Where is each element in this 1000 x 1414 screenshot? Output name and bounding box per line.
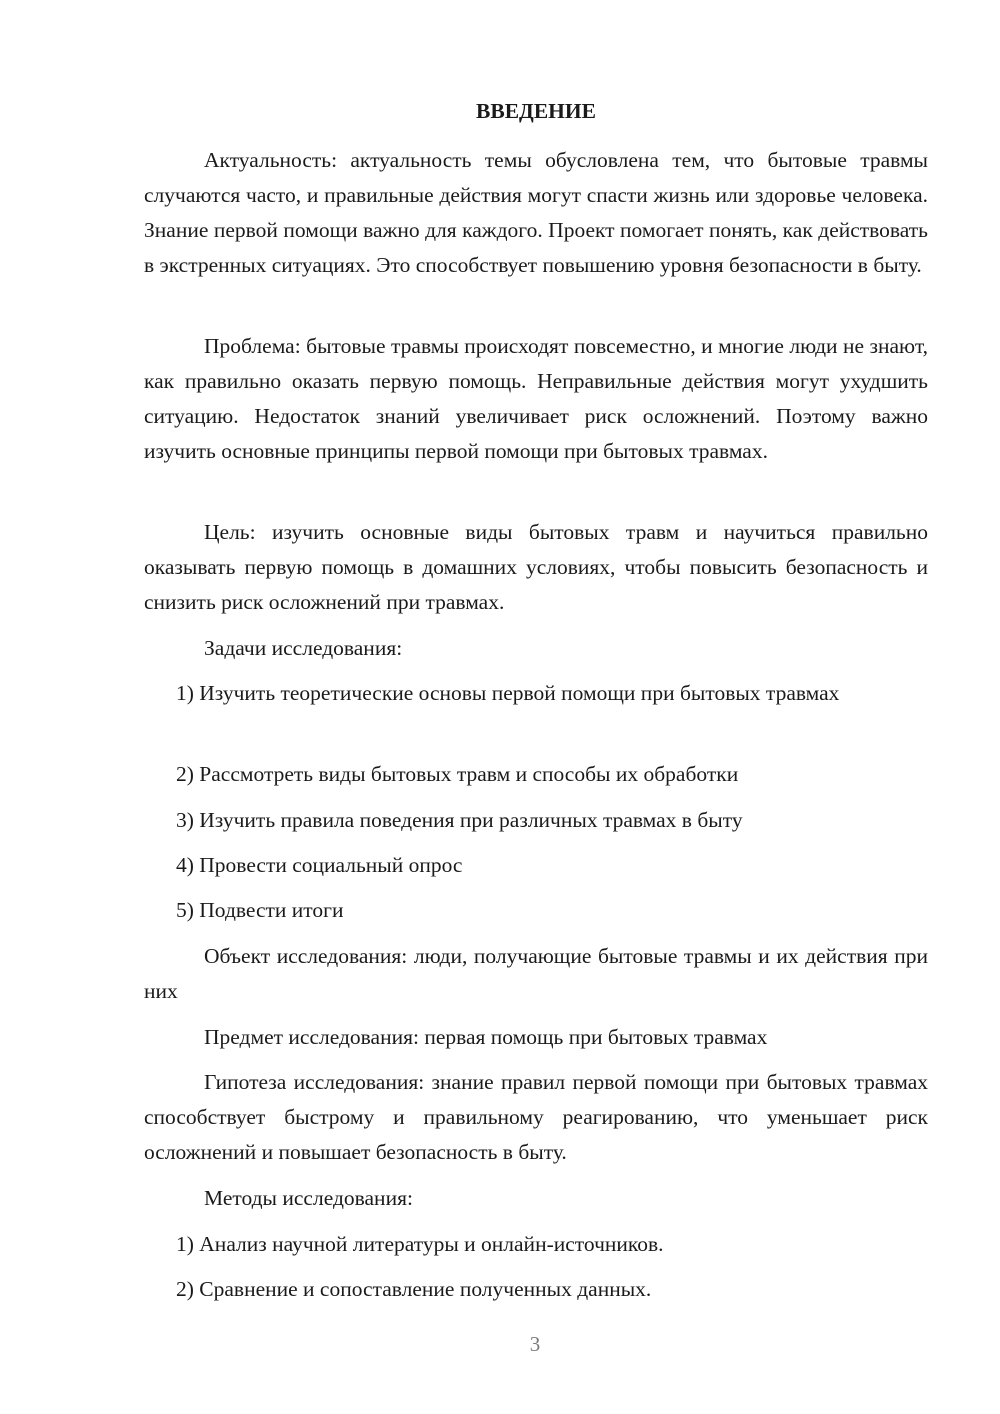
page-title: ВВЕДЕНИЕ (476, 99, 596, 123)
method-item-2: 2) Сравнение и сопоставление полученных данных. (176, 1277, 652, 1301)
task-item-3: 3) Изучить правила поведения при различных травмах в быту (176, 808, 743, 832)
tasks-heading-block (144, 631, 928, 666)
object-paragraph: Объект исследования: люди, получающие бытовые травмы и их действия при них (144, 944, 928, 1003)
task-5-block (144, 893, 928, 928)
method-1-block (144, 1227, 928, 1262)
task-2-block (144, 757, 928, 792)
methods-heading-block (144, 1181, 928, 1216)
hypothesis-paragraph-block (144, 1065, 928, 1170)
task-3-block (144, 803, 928, 838)
object-paragraph-block (144, 939, 928, 1009)
goal-paragraph: Цель: изучить основные виды бытовых травм и научиться правильно оказывать первую помощь в домашних условиях, чтобы повысить безопасность и снизить риск осложнений при травмах. (144, 520, 928, 614)
task-4-block (144, 848, 928, 883)
task-1-block (144, 676, 928, 711)
relevance-paragraph: Актуальность: актуальность темы обусловлена тем, что бытовые травмы случаются часто, и правильные действия могут спасти жизнь или здоровье человека. Знание первой помощи важно для каждого. Проект помогает понять, как действовать в экстренных ситуациях. Это способствует повышению уровня безопасности в быту. (144, 148, 928, 277)
page-number: 3 (529, 1332, 541, 1356)
task-item-2: 2) Рассмотреть виды бытовых травм и способы их обработки (176, 762, 739, 786)
tasks-heading: Задачи исследования: (204, 636, 403, 660)
methods-heading: Методы исследования: (204, 1186, 413, 1210)
task-item-4: 4) Провести социальный опрос (176, 853, 463, 877)
goal-paragraph-block (144, 515, 928, 620)
task-item-1: 1) Изучить теоретические основы первой помощи при бытовых травмах (176, 681, 840, 705)
task-item-5: 5) Подвести итоги (176, 898, 344, 922)
subject-paragraph-block (144, 1020, 928, 1055)
problem-paragraph: Проблема: бытовые травмы происходят повсеместно, и многие люди не знают, как правильно оказать первую помощь. Неправильные действия могут ухудшить ситуацию. Недостаток знаний увеличивает риск осложнений. Поэтому важно изучить основные принципы первой помощи при бытовых травмах. (144, 334, 928, 463)
relevance-paragraph-block (144, 143, 928, 283)
subject-paragraph: Предмет исследования: первая помощь при бытовых травмах (204, 1025, 768, 1049)
hypothesis-paragraph: Гипотеза исследования: знание правил первой помощи при бытовых травмах способствует быстрому и правильному реагированию, что уменьшает риск осложнений и повышает безопасность в быту. (144, 1070, 928, 1164)
problem-paragraph-block (144, 329, 928, 469)
method-2-block (144, 1272, 928, 1307)
method-item-1: 1) Анализ научной литературы и онлайн-источников. (176, 1232, 664, 1256)
